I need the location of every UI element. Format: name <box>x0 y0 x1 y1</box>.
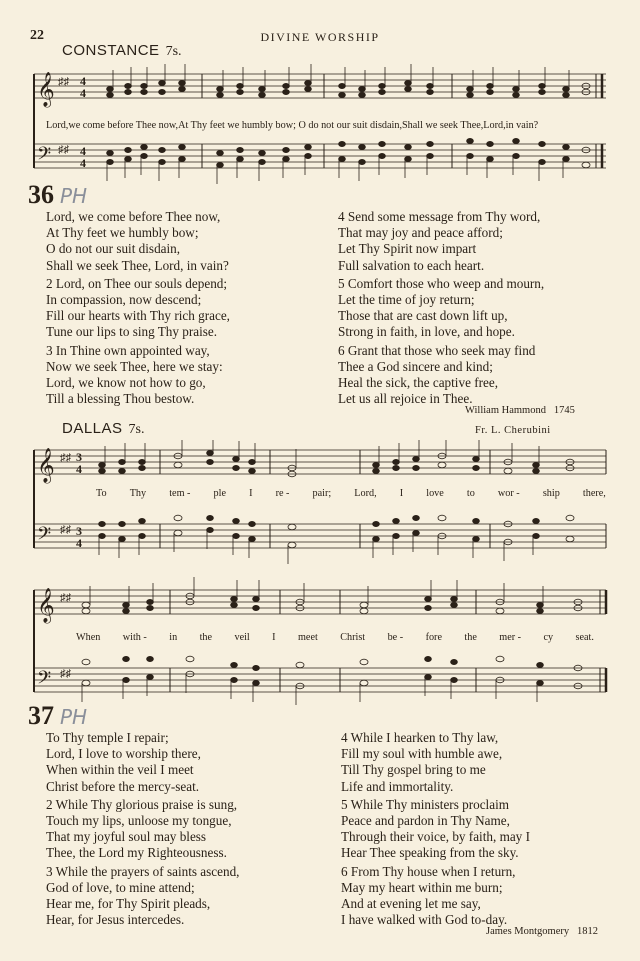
syllable: pair; <box>312 488 332 499</box>
hymn-number: 37 <box>28 701 54 730</box>
syllable: ple <box>213 488 226 499</box>
verse-line: Till a blessing Thou bestow. <box>46 391 195 407</box>
hymn-number-37 <box>28 701 87 731</box>
verse-line: Those that are cast down lift up, <box>338 308 508 324</box>
verse-line: Lord, we come before Thee now, <box>46 209 221 224</box>
svg-text:♯♯: ♯♯ <box>58 76 69 88</box>
svg-text:𝄢: 𝄢 <box>37 143 52 168</box>
svg-text:4: 4 <box>80 86 86 100</box>
svg-text:3: 3 <box>76 450 82 464</box>
stanza-4 <box>338 209 618 274</box>
author-credit-37 <box>486 926 598 937</box>
svg-text:4: 4 <box>80 156 86 170</box>
lyric-underlay-36: Lord,we come before Thee now,At Thy feet we humbly bow; O do not our suit disdain,Shall we seek Thee,Lord,in vain? <box>46 120 539 131</box>
verse-line: Full salvation to each heart. <box>338 257 485 273</box>
stanza-2 <box>46 276 326 341</box>
running-head: DIVINE WORSHIP <box>260 30 380 44</box>
syllable: mer - <box>499 632 522 643</box>
verse-line: Let Thy Spirit now impart <box>338 241 477 257</box>
syllable: fore <box>425 632 442 643</box>
verse-line: 2 Lord, on Thee our souls depend; <box>46 275 228 291</box>
stanza-5 <box>338 276 618 341</box>
stanza-2 <box>46 797 326 862</box>
svg-text:4: 4 <box>80 144 86 158</box>
verse-line: Heal the sick, the captive free, <box>338 375 499 391</box>
tune-name: DALLAS <box>62 420 123 437</box>
syllable: in <box>169 632 178 643</box>
svg-text:𝄢: 𝄢 <box>37 667 52 692</box>
verse-line: O do not our suit disdain, <box>46 241 181 257</box>
verse-line: 5 While Thy ministers proclaim <box>341 796 509 812</box>
verse-line: 2 While Thy glorious praise is sung, <box>46 796 238 812</box>
stanza-6 <box>341 864 621 929</box>
verse-line: Touch my lips, unloose my tongue, <box>46 813 232 829</box>
verse-line: May my heart within me burn; <box>341 879 503 895</box>
author-name: William Hammond <box>465 405 546 416</box>
syllable: there, <box>582 488 606 499</box>
verse-line: That may joy and peace afford; <box>338 225 503 241</box>
tune-meter: 7s. <box>165 44 182 59</box>
syllable: the <box>464 632 477 643</box>
svg-text:𝄞: 𝄞 <box>37 449 55 482</box>
lyric-underlay-37-line-2 <box>76 632 594 643</box>
verse-line: Let us all rejoice in Thee. <box>338 391 473 407</box>
pencil-annotation: PH <box>60 705 88 729</box>
verse-line: Lord, I love to worship there, <box>46 746 201 762</box>
lyric-underlay-37-line-1 <box>96 488 606 499</box>
verse-line: I have walked with God to-day. <box>341 912 508 928</box>
verse-line: Shall we seek Thee, Lord, in vain? <box>46 257 229 273</box>
verse-line: 4 Send some message from Thy word, <box>338 209 541 224</box>
syllable: I <box>272 632 276 643</box>
syllable: wor - <box>497 488 520 499</box>
verse-line: To Thy temple I repair; <box>46 730 169 745</box>
syllable: To <box>96 488 107 499</box>
svg-text:4: 4 <box>76 536 82 550</box>
syllable: to <box>466 488 475 499</box>
author-name: James Montgomery <box>486 926 570 937</box>
verse-line: 3 In Thine own appointed way, <box>46 342 210 358</box>
syllable: Christ <box>340 632 366 643</box>
author-year: 1745 <box>553 405 575 416</box>
verse-line: When within the veil I meet <box>46 762 194 778</box>
svg-text:♯♯: ♯♯ <box>60 452 71 464</box>
verse-line: At Thy feet we humbly bow; <box>46 225 199 241</box>
stanza-3 <box>46 864 326 929</box>
svg-text:♯♯: ♯♯ <box>58 144 69 156</box>
syllable: tem - <box>169 488 191 499</box>
tune-heading-dallas <box>62 420 145 438</box>
svg-text:𝄞: 𝄞 <box>37 589 55 622</box>
syllable: I <box>249 488 253 499</box>
syllable: meet <box>298 632 318 643</box>
page-number: 22 <box>30 28 44 43</box>
syllable: with - <box>122 632 147 643</box>
verse-line: Now we seek Thee, here we stay: <box>46 358 223 374</box>
verse-line: 6 From Thy house when I return, <box>341 863 516 879</box>
verse-line: Strong in faith, in love, and hope. <box>338 324 515 340</box>
syllable: be - <box>387 632 404 643</box>
verse-line: Lord, we know not how to go, <box>46 375 206 391</box>
verse-line: Peace and pardon in Thy Name, <box>341 813 510 829</box>
verse-line: Life and immortality. <box>341 778 454 794</box>
verse-line: Let the time of joy return; <box>338 292 475 308</box>
pencil-annotation: PH <box>60 184 88 208</box>
verse-line: 5 Comfort those who weep and mourn, <box>338 275 545 291</box>
verse-line: Till Thy gospel bring to me <box>341 762 486 778</box>
syllable: ship <box>542 488 560 499</box>
verse-line: In compassion, now descend; <box>46 292 202 308</box>
verse-line: Hear, for Jesus intercedes. <box>46 912 185 928</box>
tune-name: CONSTANCE <box>62 42 160 59</box>
verses-left-37 <box>46 730 326 930</box>
verse-line: Hear Thee speaking from the sky. <box>341 845 519 861</box>
verse-line: God of love, to mine attend; <box>46 879 195 895</box>
score-hymn-37 <box>30 440 610 705</box>
syllable: seat. <box>575 632 594 643</box>
verse-line: Tune our lips to sing Thy praise. <box>46 324 218 340</box>
stanza-5 <box>341 797 621 862</box>
tune-meter: 7s. <box>128 422 145 437</box>
verse-line: Fill our hearts with Thy rich grace, <box>46 308 230 324</box>
stanza-1 <box>46 209 326 274</box>
verse-line: Thee, the Lord my Righteousness. <box>46 845 227 861</box>
stanza-6 <box>338 343 618 408</box>
author-credit-36 <box>465 405 575 416</box>
stanza-1 <box>46 730 326 795</box>
syllable: Lord, <box>354 488 377 499</box>
tune-heading-constance <box>62 42 182 60</box>
verse-line: 6 Grant that those who seek may find <box>338 342 536 358</box>
verse-line: Through their voice, by faith, may I <box>341 829 530 845</box>
verses-left-36 <box>46 209 326 409</box>
verse-line: That my joyful soul may bless <box>46 829 207 845</box>
verse-line: Thee a God sincere and kind; <box>338 358 493 374</box>
svg-text:𝄢: 𝄢 <box>37 523 52 548</box>
hymn-number-36 <box>28 180 87 210</box>
syllable: When <box>76 632 101 643</box>
verse-line: And at evening let me say, <box>341 896 481 912</box>
verse-line: Hear me, for Thy Spirit pleads, <box>46 896 211 912</box>
verses-right-36 <box>338 209 618 409</box>
svg-text:𝄞: 𝄞 <box>37 73 55 106</box>
verses-right-37 <box>341 730 621 930</box>
svg-text:4: 4 <box>76 462 82 476</box>
svg-text:3: 3 <box>76 524 82 538</box>
verse-line: Fill my soul with humble awe, <box>341 746 503 762</box>
verse-line: 3 While the prayers of saints ascend, <box>46 863 240 879</box>
syllable: Thy <box>129 488 147 499</box>
syllable: re - <box>275 488 290 499</box>
composer-credit: Fr. L. Cherubini <box>475 425 551 436</box>
svg-text:♯♯: ♯♯ <box>60 592 71 604</box>
author-year: 1812 <box>577 926 598 937</box>
syllable: love <box>426 488 444 499</box>
verse-line: 4 While I hearken to Thy law, <box>341 730 499 745</box>
svg-text:♯♯: ♯♯ <box>60 524 71 536</box>
verse-line: Christ before the mercy-seat. <box>46 778 200 794</box>
syllable: the <box>199 632 213 643</box>
hymn-number: 36 <box>28 180 54 209</box>
stanza-3 <box>46 343 326 408</box>
syllable: cy <box>543 632 554 643</box>
svg-text:♯♯: ♯♯ <box>60 668 71 680</box>
syllable: I <box>399 488 404 499</box>
svg-text:4: 4 <box>80 74 86 88</box>
stanza-4 <box>341 730 621 795</box>
syllable: veil <box>234 632 250 643</box>
